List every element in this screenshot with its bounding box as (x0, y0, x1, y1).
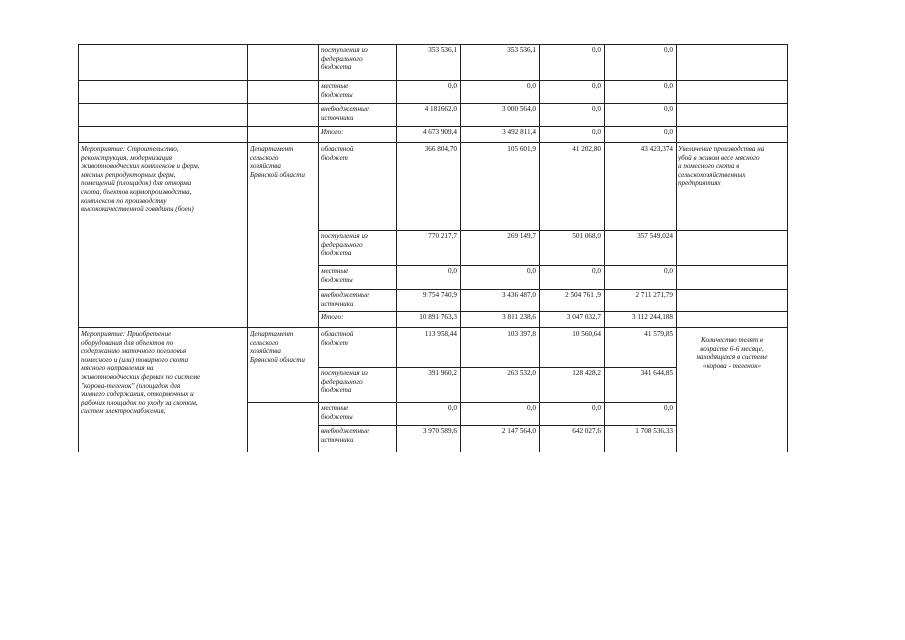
amount-total: 0,0 (448, 267, 457, 275)
amount-year-1: 263 532,0 (507, 369, 536, 377)
amount-year-1: 353 536,1 (507, 46, 536, 54)
amount-year-2: 0,0 (592, 128, 601, 136)
amount-total: 391 960,2 (428, 369, 457, 377)
amount-year-3: 43 423,374 (640, 145, 673, 153)
funding-source-label: внебюджетные источники (321, 105, 369, 122)
amount-year-3: 341 644,85 (640, 369, 673, 377)
result-indicator: Количество телят в возрасте 6-6 месяце, находящихся в системе «корова - теленок» (696, 336, 768, 370)
amount-year-1: 3 436 487,0 (501, 291, 536, 299)
amount-year-1: 3 492 811,4 (502, 128, 536, 136)
funding-source-label: внебюджетные источники (321, 427, 369, 444)
executor-name: Департамент сельского хозяйства Брянской области (250, 330, 305, 364)
col-border (247, 44, 248, 452)
amount-total: 353 536,1 (428, 46, 457, 54)
row-border (318, 230, 788, 231)
amount-year-2: 0,0 (592, 105, 601, 113)
col-border (787, 44, 788, 452)
amount-total: 4 181662,0 (424, 105, 457, 113)
row-border (318, 425, 677, 426)
row-border (78, 80, 788, 81)
amount-year-1: 3 811 238,6 (502, 313, 536, 321)
amount-year-2: 0,0 (592, 267, 601, 275)
row-border (78, 142, 788, 143)
amount-year-1: 2 147 564,0 (501, 427, 536, 435)
amount-total: 10 891 763,3 (419, 313, 457, 321)
funding-source-label: областной бюджет (321, 330, 354, 347)
amount-year-3: 357 549,024 (637, 232, 673, 240)
amount-year-1: 0,0 (527, 404, 536, 412)
event-description: Мероприятие: Приобретение оборудования для объектов по содержанию маточного поголовья помесного и (или) товарного скота мясного направления на животноводческих фермах по системе "корова-теленок" (площадок для зимнего содержания, откормочных и рабочих площадок по уходу за скотом, систем электроснабжения, (81, 330, 201, 416)
result-indicator: Увеличение производства на убой в живом весе мясного и помесного скота в сельскохозяйственных предприятиях (678, 145, 765, 188)
row-border (78, 103, 788, 104)
funding-table (78, 44, 788, 452)
amount-total: 770 217,7 (428, 232, 457, 240)
funding-source-label: Итого: (321, 128, 344, 136)
row-border (247, 402, 677, 403)
amount-year-3: 41 579,85 (644, 330, 673, 338)
col-border (78, 44, 79, 452)
row-border (318, 265, 788, 266)
executor-name: Департамент сельского хозяйства Брянской области (250, 145, 305, 179)
amount-year-3: 0,0 (664, 82, 673, 90)
amount-year-2: 2 504 761 ,9 (565, 291, 601, 299)
row-border (318, 289, 788, 290)
amount-year-1: 0,0 (527, 82, 536, 90)
amount-year-3: 3 112 244,188 (631, 313, 673, 321)
amount-year-1: 103 397,8 (507, 330, 536, 338)
amount-year-2: 10 560,64 (572, 330, 601, 338)
amount-total: 0,0 (448, 404, 457, 412)
amount-year-1: 0,0 (527, 267, 536, 275)
amount-total: 366 804,70 (424, 145, 457, 153)
amount-year-2: 642 027,6 (572, 427, 601, 435)
amount-year-2: 41 202,80 (572, 145, 601, 153)
amount-year-3: 0,0 (664, 267, 673, 275)
row-border (78, 44, 788, 45)
amount-total: 9 754 740,9 (422, 291, 457, 299)
funding-source-label: местные бюджеты (321, 82, 353, 99)
amount-year-2: 128 428,2 (572, 369, 601, 377)
amount-year-2: 0,0 (592, 46, 601, 54)
funding-source-label: Итого: (321, 313, 344, 321)
amount-year-2: 3 047 032,7 (566, 313, 601, 321)
funding-source-label: поступления из федерального бюджета (321, 369, 368, 395)
col-border (676, 44, 677, 452)
funding-source-label: внебюджетные источники (321, 291, 369, 308)
amount-year-3: 0,0 (664, 128, 673, 136)
amount-year-1: 3 000 564,0 (501, 105, 536, 113)
amount-year-2: 0,0 (592, 82, 601, 90)
event-description: Мероприятие: Строительство, реконструкция, модернизация животноводческих комплексов и ферм, мясных репродукторных ферм, помещений (площадок) для откорма скота, бъектов кормопроизводства, комплексов по производству высококачественной говядины (боен) (81, 145, 200, 214)
funding-source-label: местные бюджеты (321, 267, 353, 284)
funding-source-label: местные бюджеты (321, 404, 353, 421)
amount-total: 4 673 909,4 (422, 128, 457, 136)
amount-year-3: 0,0 (664, 404, 673, 412)
col-border (318, 44, 319, 452)
amount-total: 0,0 (448, 82, 457, 90)
row-border (318, 311, 788, 312)
row-border (78, 327, 788, 328)
amount-year-3: 2 711 271,79 (635, 291, 673, 299)
amount-year-2: 0,0 (592, 404, 601, 412)
row-border (318, 367, 677, 368)
funding-source-label: областной бюджет (321, 145, 354, 162)
funding-source-label: поступления из федерального бюджета (321, 232, 368, 258)
amount-year-1: 105 601,9 (507, 145, 536, 153)
amount-year-3: 1 708 536,33 (635, 427, 673, 435)
funding-source-label: поступления из федерального бюджета (321, 46, 368, 72)
row-border (78, 126, 788, 127)
amount-year-3: 0,0 (664, 105, 673, 113)
amount-year-3: 0,0 (664, 46, 673, 54)
amount-total: 113 958,44 (424, 330, 457, 338)
amount-year-1: 269 149,7 (507, 232, 536, 240)
amount-year-2: 501 068,0 (572, 232, 601, 240)
amount-total: 3 970 589,6 (422, 427, 457, 435)
